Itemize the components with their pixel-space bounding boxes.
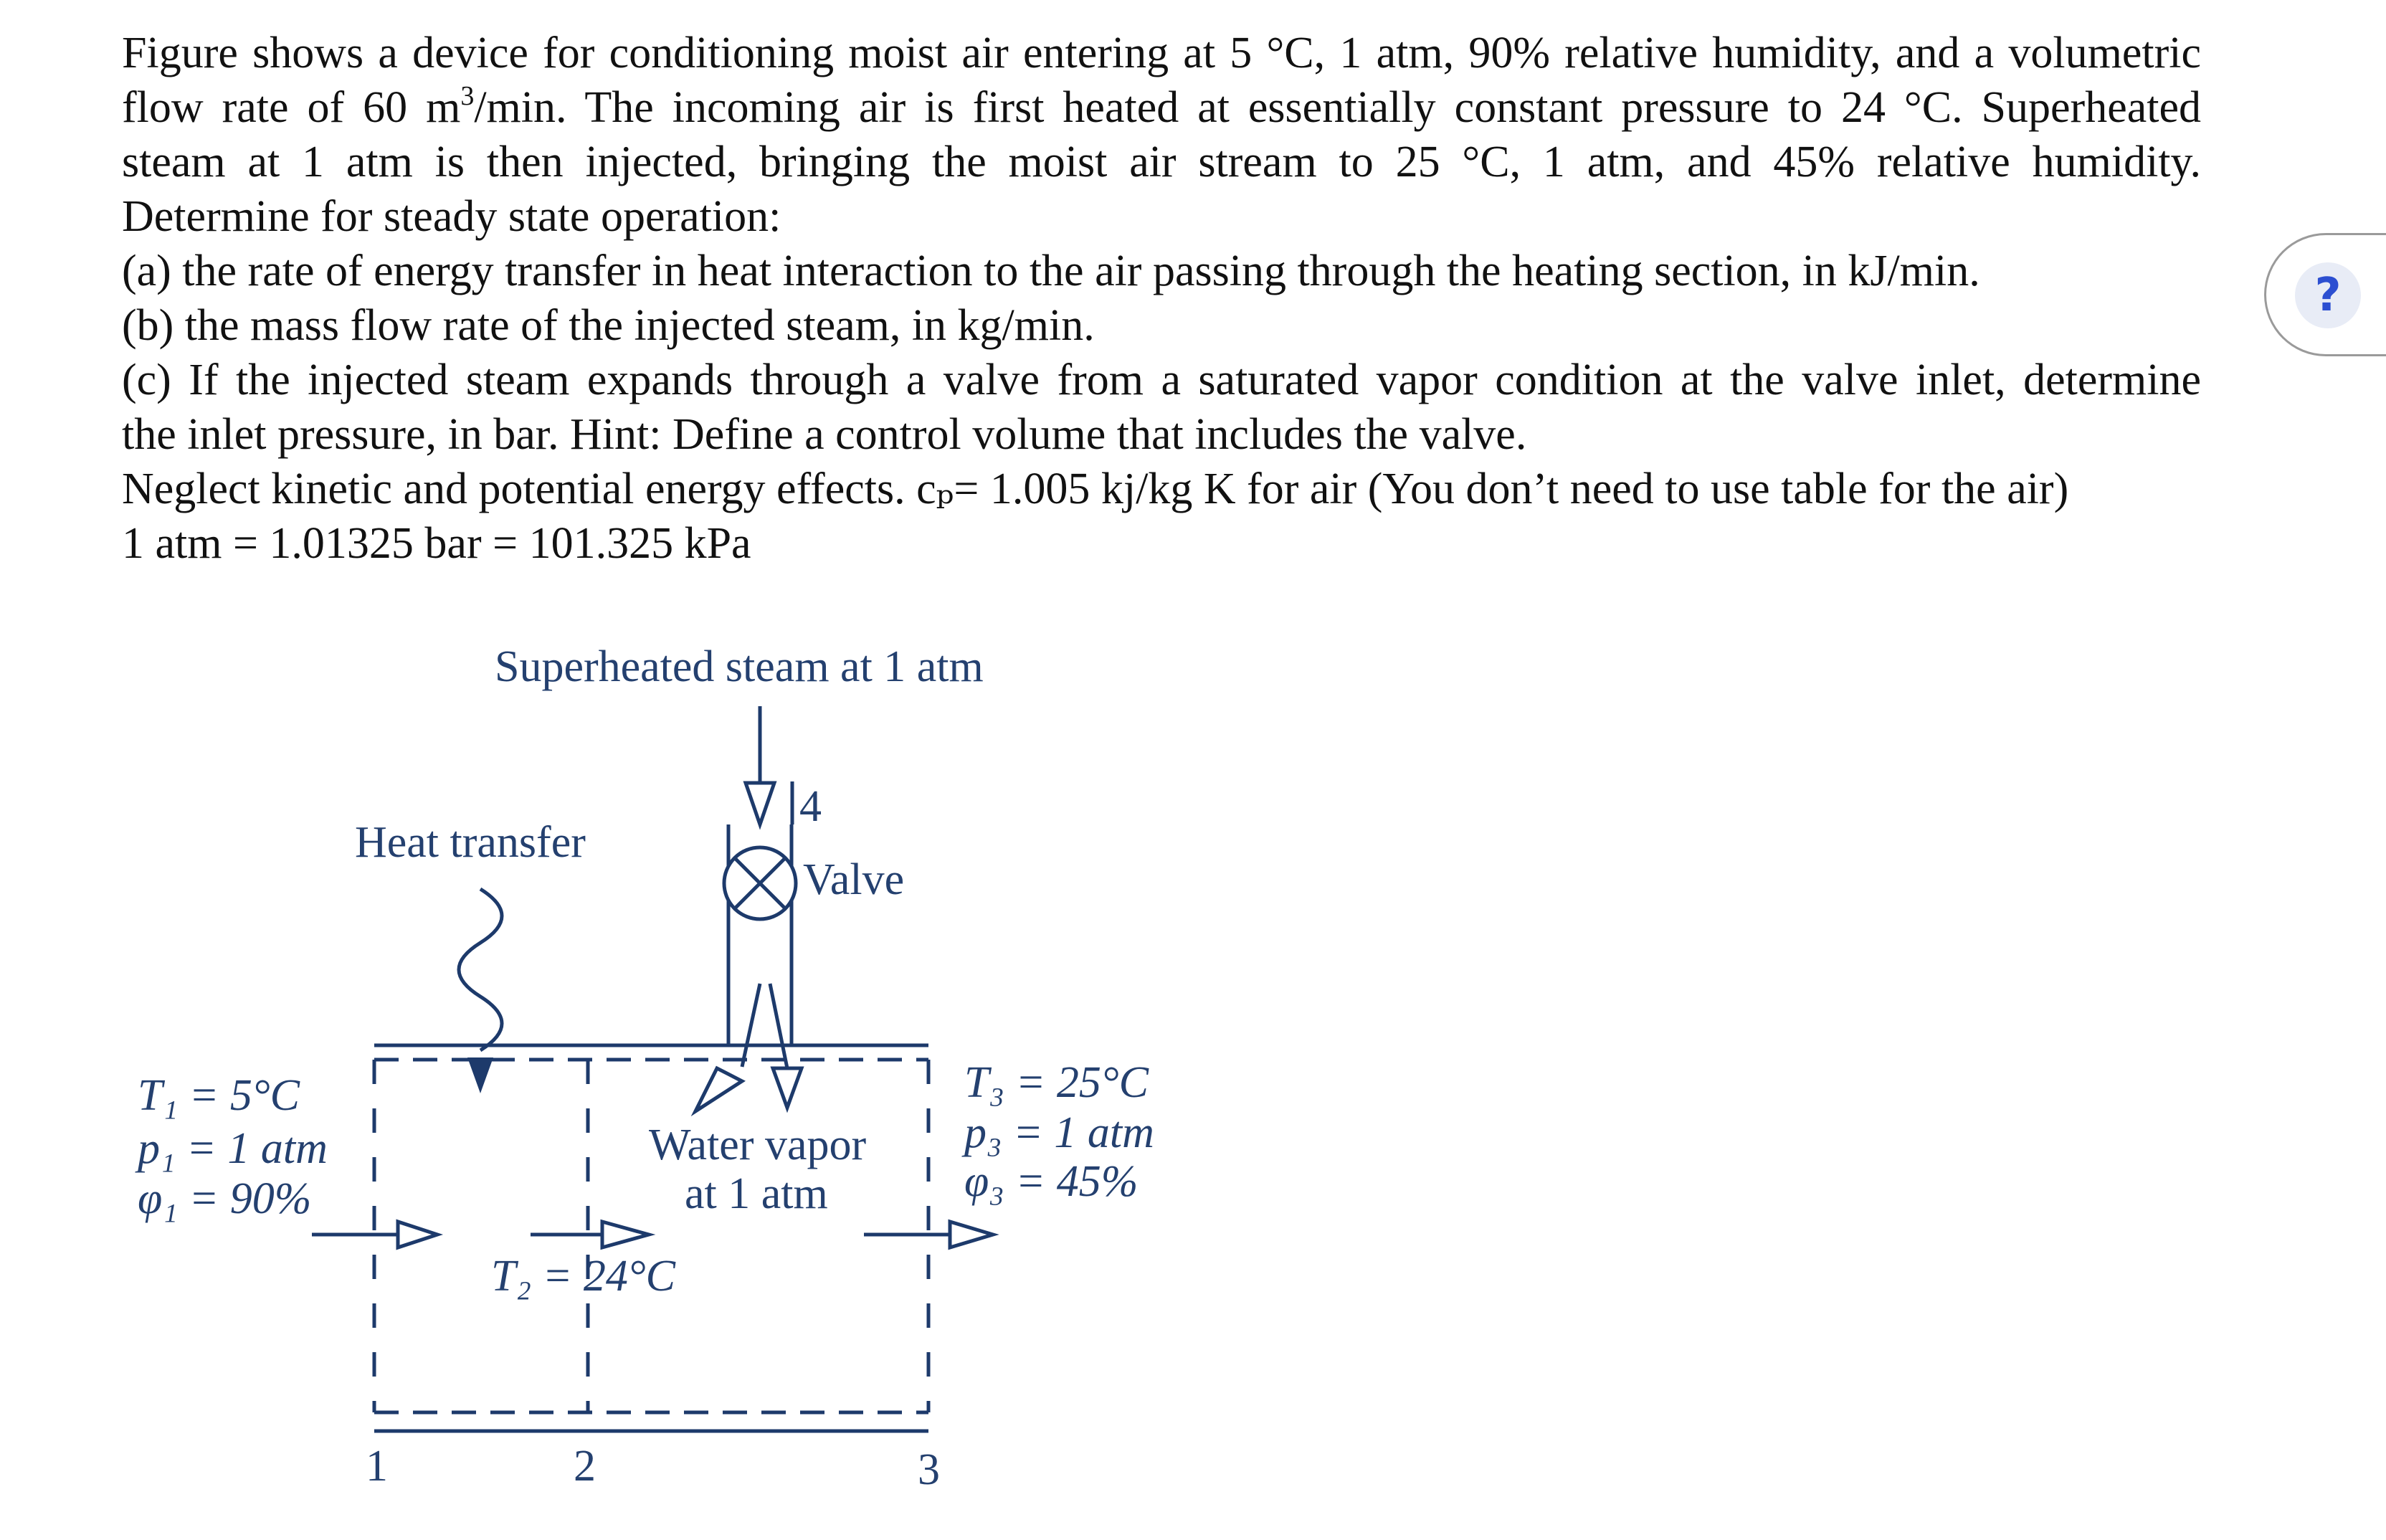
steam-label: Superheated steam at 1 atm xyxy=(495,642,984,691)
injection-arrow-left-stem xyxy=(742,984,760,1067)
heat-transfer-wave xyxy=(459,889,502,1050)
station-1-label: 1 xyxy=(366,1442,388,1491)
flow-arrow-1-head xyxy=(398,1222,437,1247)
flow-rate-text: flow rate of 60 $m^3/\min$. The incoming air is first heated at essentially constant pressure to 24 °C. Superheated xyxy=(122,81,2201,132)
water-vapor-label-2: at 1 atm xyxy=(685,1169,828,1218)
station-4-label: 4 xyxy=(799,782,822,831)
state-3-temperature: T₃ = 25°C xyxy=(964,1058,1149,1107)
heat-transfer-arrowhead xyxy=(467,1057,493,1093)
valve-label: Valve xyxy=(803,855,905,904)
water-vapor-label: Water vapor xyxy=(649,1121,867,1169)
flow-arrow-2-head xyxy=(602,1222,649,1247)
injection-arrow-right-head xyxy=(773,1068,802,1108)
part-b: (b) the mass flow rate of the injected steam, in kg/min. xyxy=(122,301,1095,350)
help-icon[interactable]: ? xyxy=(2295,262,2361,328)
part-c-line-2: the inlet pressure, in bar. Hint: Define a control volume that includes the valve. xyxy=(122,410,1527,459)
part-a: (a) the rate of energy transfer in heat interaction to the air passing through the heating section, in kJ/min. xyxy=(122,247,1980,295)
note-line: Neglect kinetic and potential energy effects. cₚ= 1.005 kj/kg K for air (You don’t need to use table for the air) xyxy=(122,465,2069,513)
state-3-humidity: φ₃ = 45% xyxy=(964,1157,1139,1206)
state-2-temperature: T₂ = 24°C xyxy=(491,1252,676,1301)
station-2-label: 2 xyxy=(574,1442,596,1491)
state-3-pressure: p₃ = 1 atm xyxy=(964,1108,1154,1157)
injection-arrow-right-stem xyxy=(770,984,787,1068)
state-1-pressure: p₁ = 1 atm xyxy=(138,1124,328,1173)
station-3-label: 3 xyxy=(918,1445,940,1494)
state-1-humidity: φ₁ = 90% xyxy=(138,1174,312,1223)
heat-transfer-label: Heat transfer xyxy=(355,818,586,867)
intro-line-3: steam at 1 atm is then injected, bringing the moist air stream to 25 °C, 1 atm, and 45% relative humidity. xyxy=(122,138,2201,186)
state-1-temperature: T₁ = 5°C xyxy=(138,1071,300,1120)
steam-inlet-arrowhead xyxy=(746,783,774,824)
flow-arrow-3-head xyxy=(950,1222,993,1247)
injection-arrow-left-head xyxy=(695,1068,742,1111)
intro-line-4: Determine for steady state operation: xyxy=(122,192,781,241)
conversion-line: 1 atm = 1.01325 bar = 101.325 kPa xyxy=(122,519,751,568)
intro-line-1: Figure shows a device for conditioning moist air entering at 5 °C, 1 atm, 90% relative humidity, and a volumetric xyxy=(122,29,2201,77)
part-c-line-1: (c) If the injected steam expands through a valve from a saturated vapor condition at the valve inlet, determine xyxy=(122,356,2201,404)
